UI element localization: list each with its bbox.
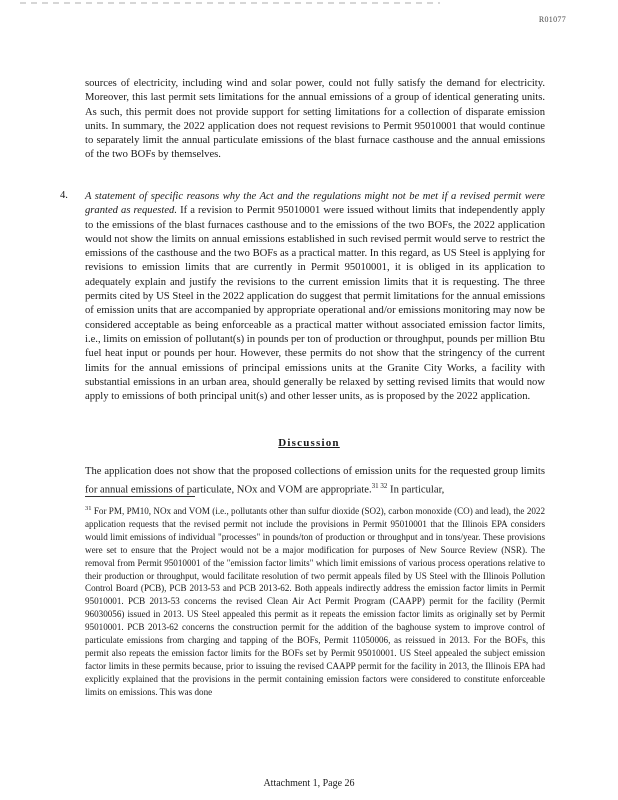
footnote-divider [85,496,195,497]
section-heading-discussion: Discussion [278,437,340,449]
item-lead-italic: A statement of specific reasons why the Act and the regulations might not be met if a revised permit were granted as requested. [85,191,545,217]
body-paragraph-1: sources of electricity, including wind and solar power, could not fully satisfy the demand for electricity. Moreover, this last permit sets limitations for the annual emissions of a group of identical generating units. As such, this permit does not provide support for setting limitations for a collection of disparate emission units. In summary, the 2022 application does not request revisions to Permit 95010001 that would continue to separately limit the annual particulate emissions of the blast furnace casthouse and the annual emissions of the two BOFs by themselves. [85,78,545,161]
item-number: 4. [60,190,68,201]
paragraph-2-text: The application does not show that the proposed collections of emission units for the requested group limits for annual emissions of particulate, NOx and VOM are appropriate. [85,466,545,496]
page-footer: Attachment 1, Page 26 [263,778,355,789]
footnote-refs: 31 32 [371,482,388,491]
paragraph-2-tail: In particular, [387,484,445,496]
item-body [85,190,545,404]
scan-artifact-line [20,2,440,4]
document-id: R01077 [538,15,566,24]
item-body-text: If a revision to Permit 95010001 were issued without limits that independently apply to the emissions of the blast furnaces casthouse and to the emissions of the two BOFs, the 2022 application would not show the limits on annual emissions established in such revised permit would serve to restrict the emissions of the casthouse and the two BOFs as a practical matter. In this regard, as US Steel is applying for revisions to emission limits that are currently in Permit 95010001, it is obliged in its application to adequately explain and justify the revisions to the current emission limits that it is requesting. The three permits cited by US Steel in the 2022 application do suggest that permit limitations for the annual emissions of emission units that are accompanied by appropriate operational and/or emissions monitoring may now be considered acceptable as being enforceable as a practical matter without associated emission factor limits, i.e., limits on emission of pollutant(s) in pounds per ton of production or throughput, pounds per million Btu fuel heat input or pounds per hour. However, these permits do not show that the stringency of the current limits for the annual emissions of principal emissions units at the Granite City Works, a facility with substantial emissions in an urban area, should generally be relaxed by setting revised limits that would now apply to emissions of both principal unit(s) and other lesser units, as is proposed by the 2022 application. [85,205,545,403]
body-paragraph-2 [85,465,545,498]
footnote-text: For PM, PM10, NOx and VOM (i.e., pollutants other than sulfur dioxide (SO2), carbon monoxide (CO) and lead), the 2022 application requests that the revised permit not include the provisions in Permit 95010001 that the Illinois EPA considers would limit emissions of individual "processes" in pounds/ton of production or throughput and in tons/year. These provisions were set to ensure that the Project would not be a major modification for purposes of New Source Review (NSR). The removal from Permit 95010001 of the "emission factor limits" which limit emissions of various process operations relative to their production or throughput, would facilitate resolution of two permit appeals filed by US Steel with the Illinois Pollution Control Board (PCB), PCB 2013-53 and PCB 2013-62. Both appeals indirectly address the emission factor limits in Permit 95010001. PCB 2013-53 concerns the revised Clean Air Act Permit Program (CAAPP) permit for the facility (Permit 96030056) issued in 2013. US Steel appealed this permit as it repeats the emission factor limits as originally set by Permit 95010001. PCB 2013-62 concerns the construction permit for the addition of the baghouse system to improve control of particulate emissions from charging and tapping of the BOFs, Permit 11050006, as reissued in 2013. For the BOFs, this permit also repeats the emission factor limits for the BOFs set by Permit 95010001. US Steel appealed the subject emission factor limits in these permits because, prior to issuing the revised CAAPP permit for the facility in 2013, the Illinois EPA had explicitly explained that the provisions in the permit containing emission factors were considered to constitute enforceable limits on emissions. This was done [85,506,545,697]
footnote-marker: 31 [85,505,92,512]
footnote-31 [85,503,545,699]
